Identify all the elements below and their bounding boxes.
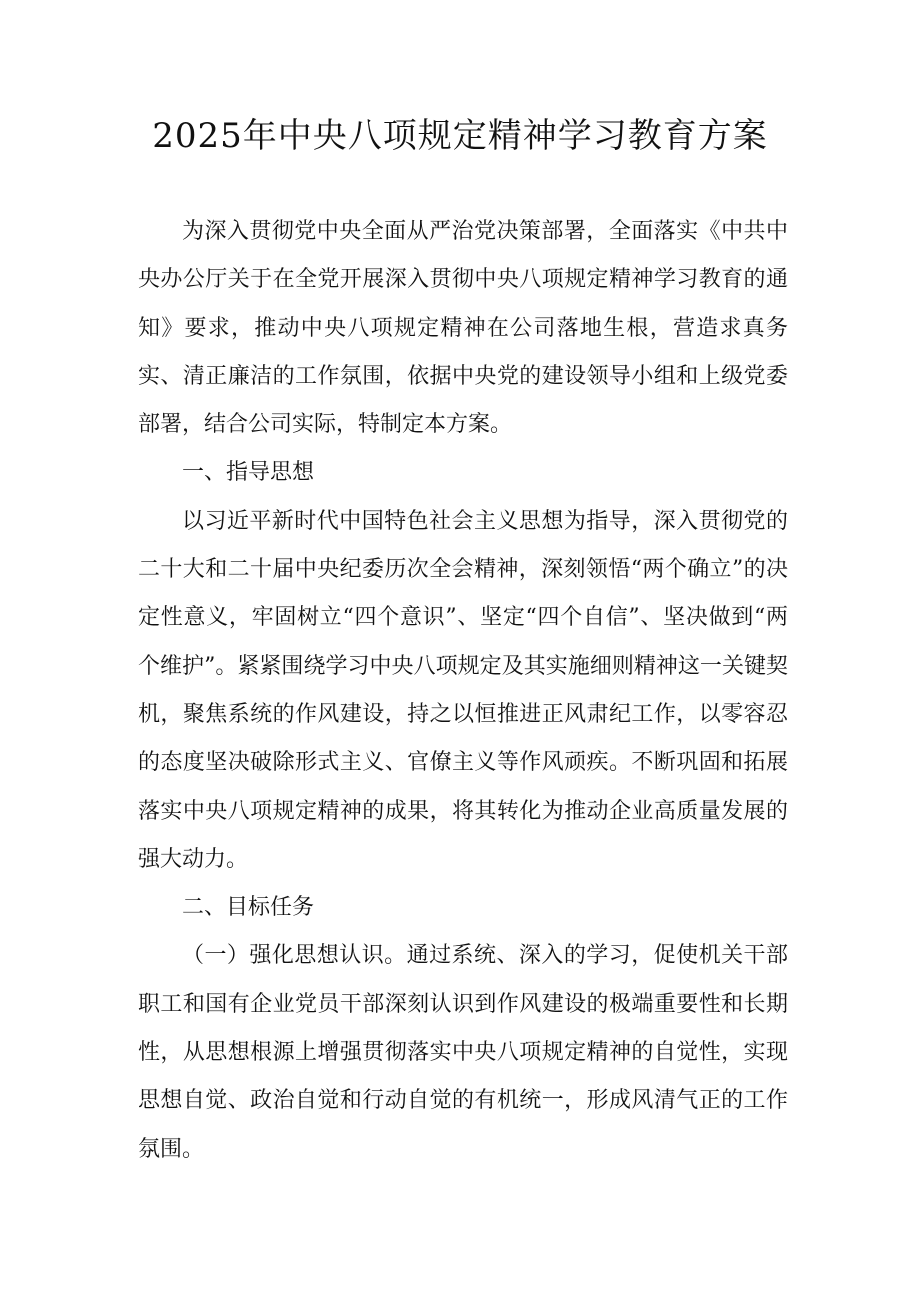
- section-heading-goals-tasks: 二、目标任务: [182, 895, 315, 921]
- guiding-thought-paragraph: 以习近平新时代中国特色社会主义思想为指导，深入贯彻党的二十大和二十届中央纪委历次全会精神，深刻领悟“两个确立”的决定性意义，牢固树立“四个意识”、坚定“四个自信”、坚决做到“两个维护”。紧紧围绕学习中央八项规定及其实施细则精神这一关键契机，聚焦系统的作风建设，持之以恒推进正风肃纪工作，以零容忍的态度坚决破除形式主义、官僚主义等作风顽疾。不断巩固和拓展落实中央八项规定精神的成果，将其转化为推动企业高质量发展的强大动力。: [138, 508, 788, 872]
- document-body: [138, 208, 788, 1174]
- document-title: 2025年中央八项规定精神学习教育方案: [152, 116, 768, 156]
- intro-paragraph: 为深入贯彻党中央全面从严治党决策部署，全面落实《中共中央办公厅关于在全党开展深入贯彻中央八项规定精神学习教育的通知》要求，推动中央八项规定精神在公司落地生根，营造求真务实、清正廉洁的工作氛围，依据中央党的建设领导小组和上级党委部署，结合公司实际，特制定本方案。: [138, 219, 788, 438]
- goals-paragraph-1: （一）强化思想认识。通过系统、深入的学习，促使机关干部职工和国有企业党员干部深刻认识到作风建设的极端重要性和长期性，从思想根源上增强贯彻落实中央八项规定精神的自觉性，实现思想自觉、政治自觉和行动自觉的有机统一，形成风清气正的工作氛围。: [138, 943, 788, 1162]
- section-heading-guiding-thought: 一、指导思想: [182, 460, 315, 486]
